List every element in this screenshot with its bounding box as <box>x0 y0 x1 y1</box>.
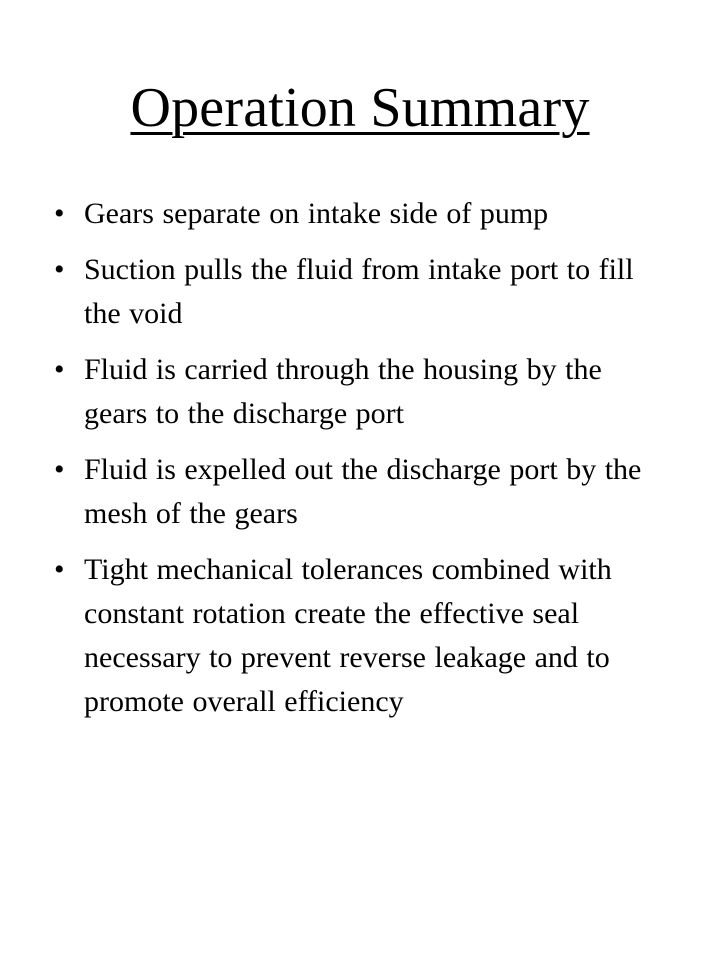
bullet-item <box>0 448 720 536</box>
bullet-item <box>0 348 720 436</box>
bullet-text: Suction pulls the fluid from intake port to fill the void <box>84 253 634 330</box>
bullet-text: Fluid is carried through the housing by the gears to the discharge port <box>84 353 602 430</box>
bullet-item <box>0 548 720 724</box>
bullet-dot-icon: • <box>54 197 65 230</box>
bullet-text: Fluid is expelled out the discharge port by the mesh of the gears <box>84 453 642 530</box>
bullet-text: Gears separate on intake side of pump <box>84 197 549 230</box>
bullet-dot-icon: • <box>54 453 65 486</box>
bullet-text: Tight mechanical tolerances combined with constant rotation create the effective seal necessary to prevent reverse leakage and to promote overall efficiency <box>84 553 612 718</box>
bullet-dot-icon: • <box>54 353 65 386</box>
bullet-item <box>0 192 720 236</box>
bullet-dot-icon: • <box>54 253 65 286</box>
bullet-list <box>0 192 720 736</box>
bullet-dot-icon: • <box>54 553 65 586</box>
bullet-item <box>0 248 720 336</box>
slide-title: Operation Summary <box>130 77 590 139</box>
